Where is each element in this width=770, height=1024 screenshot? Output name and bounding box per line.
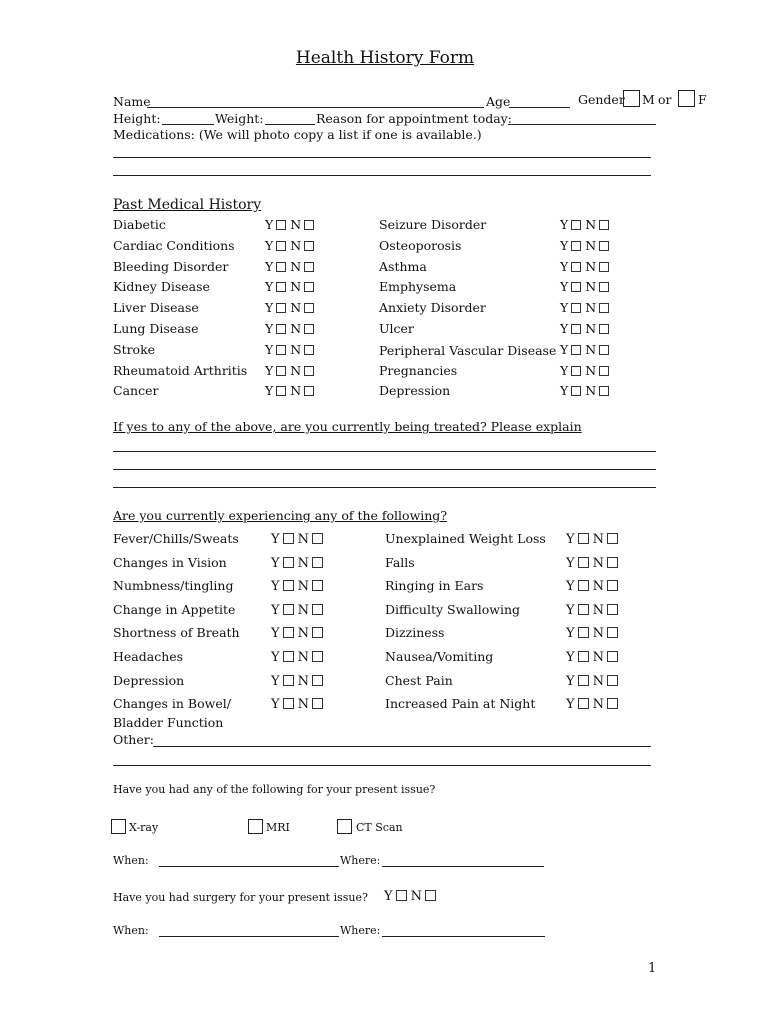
imaging-where-label: Where: xyxy=(340,854,381,867)
condition-label: Bleeding Disorder xyxy=(113,258,229,274)
yes-checkbox[interactable] xyxy=(276,282,286,292)
yes-label: Y xyxy=(271,602,280,618)
yes-checkbox[interactable] xyxy=(283,533,294,544)
condition-label: Anxiety Disorder xyxy=(379,300,486,316)
yes-no-group xyxy=(566,604,622,617)
condition-label: Ulcer xyxy=(379,321,414,336)
no-checkbox[interactable] xyxy=(607,627,618,638)
weight-field[interactable] xyxy=(265,124,315,125)
current-symptoms-title: Are you currently experiencing any of the following? xyxy=(113,508,448,523)
no-checkbox[interactable] xyxy=(607,580,618,591)
past-medical-history-title: Past Medical History xyxy=(113,197,262,213)
yes-label: Y xyxy=(265,321,274,336)
yes-checkbox[interactable] xyxy=(578,557,589,568)
no-checkbox[interactable] xyxy=(304,241,314,251)
condition-label: Chest Pain xyxy=(385,672,453,688)
condition-label: Asthma xyxy=(379,258,427,274)
yes-no-group xyxy=(271,604,327,617)
no-checkbox[interactable] xyxy=(304,303,314,313)
condition-label: Kidney Disease xyxy=(113,279,210,295)
surgery-no-label: N xyxy=(410,889,422,904)
no-checkbox[interactable] xyxy=(599,262,609,272)
yes-checkbox[interactable] xyxy=(283,651,294,662)
yes-no-group xyxy=(265,385,318,398)
surgery-yes-label: Y xyxy=(384,889,393,904)
bladder-function-label: Bladder Function xyxy=(113,715,224,730)
yes-checkbox[interactable] xyxy=(276,345,286,355)
yes-label: Y xyxy=(566,602,575,618)
no-label: N xyxy=(297,626,309,642)
no-label: N xyxy=(592,697,604,713)
yes-label: Y xyxy=(265,383,274,399)
yes-checkbox[interactable] xyxy=(283,580,294,591)
yes-checkbox[interactable] xyxy=(578,698,589,709)
yes-checkbox[interactable] xyxy=(571,324,581,334)
no-checkbox[interactable] xyxy=(304,324,314,334)
condition-label: Pregnancies xyxy=(379,362,458,378)
yes-no-group xyxy=(265,237,318,253)
condition-label: Difficulty Swallowing xyxy=(385,601,520,617)
gender-f-checkbox[interactable] xyxy=(678,90,695,107)
yes-no-group xyxy=(566,651,622,664)
yes-no-group xyxy=(265,302,318,315)
medications-label: Medications: (We will photo copy a list if one is available.) xyxy=(113,127,482,142)
yes-label: Y xyxy=(560,341,569,357)
yes-checkbox[interactable] xyxy=(283,675,294,686)
no-checkbox[interactable] xyxy=(312,580,323,591)
yes-label: Y xyxy=(271,532,280,547)
no-label: N xyxy=(585,258,597,274)
no-checkbox[interactable] xyxy=(312,557,323,568)
yes-label: Y xyxy=(271,555,280,571)
no-label: N xyxy=(585,279,597,295)
yes-checkbox[interactable] xyxy=(571,345,581,355)
no-checkbox[interactable] xyxy=(304,366,314,376)
yes-no-group xyxy=(560,385,613,398)
condition-label: Nausea/Vomiting xyxy=(385,649,494,664)
condition-label: Falls xyxy=(385,554,415,570)
yes-no-group xyxy=(560,323,613,336)
condition-label: Changes in Vision xyxy=(113,554,227,570)
condition-label: Liver Disease xyxy=(113,300,199,316)
yes-checkbox[interactable] xyxy=(276,241,286,251)
condition-label: Lung Disease xyxy=(113,321,199,336)
yes-checkbox[interactable] xyxy=(578,627,589,638)
yes-no-group xyxy=(271,580,327,593)
gender-m-checkbox[interactable] xyxy=(623,90,640,107)
yes-checkbox[interactable] xyxy=(283,604,294,615)
condition-label: Unexplained Weight Loss xyxy=(385,531,546,546)
yes-no-group xyxy=(566,698,622,711)
surgery-yes-checkbox[interactable] xyxy=(396,890,407,901)
condition-label: Peripheral Vascular Disease xyxy=(379,342,557,358)
other-field[interactable] xyxy=(153,746,651,747)
yes-label: Y xyxy=(265,258,274,274)
no-checkbox[interactable] xyxy=(607,651,618,662)
page-number: 1 xyxy=(648,961,657,976)
no-checkbox[interactable] xyxy=(599,241,609,251)
mri-checkbox[interactable] xyxy=(248,819,263,834)
no-label: N xyxy=(592,555,604,571)
yes-no-group xyxy=(566,627,622,640)
treated-explain-line-1[interactable] xyxy=(113,451,656,452)
no-label: N xyxy=(585,341,597,357)
yes-no-group xyxy=(560,237,613,253)
no-label: N xyxy=(290,300,302,316)
imaging-when-label: When: xyxy=(113,854,149,867)
yes-checkbox[interactable] xyxy=(283,557,294,568)
condition-label: Fever/Chills/Sweats xyxy=(113,531,239,546)
yes-checkbox[interactable] xyxy=(283,698,294,709)
yes-checkbox[interactable] xyxy=(276,324,286,334)
yes-no-group xyxy=(271,651,327,664)
yes-checkbox[interactable] xyxy=(578,533,589,544)
no-label: N xyxy=(585,362,597,378)
reason-label: Reason for appointment today: xyxy=(316,111,512,126)
yes-checkbox[interactable] xyxy=(578,604,589,615)
no-checkbox[interactable] xyxy=(607,675,618,686)
no-checkbox[interactable] xyxy=(304,262,314,272)
no-label: N xyxy=(592,650,604,665)
other-line-2[interactable] xyxy=(113,765,651,766)
no-label: N xyxy=(592,602,604,618)
yes-label: Y xyxy=(271,697,280,713)
condition-label: Dizziness xyxy=(385,625,445,641)
no-label: N xyxy=(290,279,302,295)
no-label: N xyxy=(592,626,604,642)
no-checkbox[interactable] xyxy=(304,386,314,396)
yes-checkbox[interactable] xyxy=(578,651,589,662)
height-label: Height: xyxy=(113,111,161,126)
yes-checkbox[interactable] xyxy=(571,241,581,251)
yes-no-group xyxy=(271,698,327,711)
no-label: N xyxy=(585,217,597,232)
surgery-prompt: Have you had surgery for your present issue? xyxy=(113,891,368,904)
name-label: Name xyxy=(113,94,151,109)
no-checkbox[interactable] xyxy=(304,345,314,355)
yes-no-group xyxy=(560,258,613,274)
weight-label: Weight: xyxy=(215,111,264,126)
xray-label: X-ray xyxy=(129,821,159,834)
yes-no-group xyxy=(265,362,318,378)
no-label: N xyxy=(297,673,309,689)
no-label: N xyxy=(297,602,309,618)
no-checkbox[interactable] xyxy=(304,220,314,230)
condition-label: Stroke xyxy=(113,341,156,357)
no-label: N xyxy=(585,321,597,336)
condition-label: Diabetic xyxy=(113,217,166,232)
yes-label: Y xyxy=(265,237,274,253)
no-checkbox[interactable] xyxy=(312,533,323,544)
no-checkbox[interactable] xyxy=(599,366,609,376)
yes-no-group xyxy=(271,557,327,570)
yes-no-group xyxy=(560,281,613,294)
no-label: N xyxy=(585,237,597,253)
no-checkbox[interactable] xyxy=(599,386,609,396)
yes-label: Y xyxy=(566,579,575,595)
surgery-no-checkbox[interactable] xyxy=(425,890,436,901)
yes-no-group xyxy=(265,323,318,336)
name-field[interactable] xyxy=(147,107,484,108)
yes-no-group xyxy=(271,675,327,688)
condition-label: Emphysema xyxy=(379,279,457,295)
yes-checkbox[interactable] xyxy=(571,262,581,272)
condition-label: Depression xyxy=(113,672,185,688)
no-label: N xyxy=(297,579,309,595)
no-checkbox[interactable] xyxy=(599,324,609,334)
yes-no-group xyxy=(265,281,318,294)
yes-label: Y xyxy=(560,321,569,336)
surgery-when-label: When: xyxy=(113,924,149,937)
surgery-when-field[interactable] xyxy=(159,936,339,937)
treated-explain-line-2[interactable] xyxy=(113,469,656,470)
age-field[interactable] xyxy=(509,107,570,108)
yes-label: Y xyxy=(560,217,569,232)
yes-label: Y xyxy=(265,300,274,316)
yes-checkbox[interactable] xyxy=(276,220,286,230)
gender-f-label: F xyxy=(698,92,707,107)
no-label: N xyxy=(297,650,309,665)
yes-no-group xyxy=(566,580,622,593)
condition-label: Cancer xyxy=(113,383,159,399)
age-label: Age xyxy=(486,94,511,109)
no-label: N xyxy=(592,673,604,689)
no-checkbox[interactable] xyxy=(599,345,609,355)
yes-no-group xyxy=(265,341,318,357)
no-checkbox[interactable] xyxy=(312,604,323,615)
condition-label: Change in Appetite xyxy=(113,601,236,617)
ct-scan-label: CT Scan xyxy=(356,821,403,834)
condition-label: Rheumatoid Arthritis xyxy=(113,362,248,378)
other-label: Other: xyxy=(113,732,154,747)
yes-label: Y xyxy=(265,217,274,232)
no-label: N xyxy=(297,697,309,713)
condition-label: Seizure Disorder xyxy=(379,217,487,232)
yes-label: Y xyxy=(265,279,274,295)
no-label: N xyxy=(585,383,597,399)
yes-label: Y xyxy=(566,697,575,713)
yes-label: Y xyxy=(560,383,569,399)
yes-label: Y xyxy=(566,650,575,665)
yes-no-group xyxy=(566,533,622,546)
no-checkbox[interactable] xyxy=(607,557,618,568)
mri-label: MRI xyxy=(266,821,290,834)
yes-label: Y xyxy=(560,237,569,253)
no-label: N xyxy=(592,579,604,595)
medications-line-1[interactable] xyxy=(113,157,651,158)
no-label: N xyxy=(290,362,302,378)
condition-label: Changes in Bowel/ xyxy=(113,696,231,712)
no-checkbox[interactable] xyxy=(304,282,314,292)
yes-no-group xyxy=(560,219,613,232)
no-label: N xyxy=(592,532,604,547)
yes-label: Y xyxy=(265,362,274,378)
no-checkbox[interactable] xyxy=(599,303,609,313)
no-checkbox[interactable] xyxy=(312,627,323,638)
gender-or-label: or xyxy=(658,92,672,107)
treated-prompt: If yes to any of the above, are you currently being treated? Please explain xyxy=(113,419,582,434)
medications-line-2[interactable] xyxy=(113,175,651,176)
gender-label: Gender xyxy=(578,92,625,107)
yes-label: Y xyxy=(271,579,280,595)
yes-checkbox[interactable] xyxy=(571,282,581,292)
yes-label: Y xyxy=(560,300,569,316)
yes-no-group xyxy=(560,341,613,357)
no-checkbox[interactable] xyxy=(312,651,323,662)
yes-label: Y xyxy=(560,279,569,295)
yes-label: Y xyxy=(560,362,569,378)
yes-label: Y xyxy=(560,258,569,274)
imaging-when-field[interactable] xyxy=(159,866,339,867)
no-label: N xyxy=(290,217,302,232)
surgery-yn xyxy=(384,890,440,903)
no-checkbox[interactable] xyxy=(607,698,618,709)
condition-label: Shortness of Breath xyxy=(113,625,240,641)
yes-checkbox[interactable] xyxy=(571,386,581,396)
surgery-where-label: Where: xyxy=(340,924,381,937)
yes-no-group xyxy=(265,219,318,232)
yes-label: Y xyxy=(265,341,274,357)
yes-no-group xyxy=(566,675,622,688)
yes-label: Y xyxy=(271,673,280,689)
yes-checkbox[interactable] xyxy=(578,675,589,686)
condition-label: Depression xyxy=(379,383,451,399)
yes-label: Y xyxy=(566,626,575,642)
yes-checkbox[interactable] xyxy=(276,386,286,396)
yes-checkbox[interactable] xyxy=(571,220,581,230)
yes-checkbox[interactable] xyxy=(276,303,286,313)
treated-explain-line-3[interactable] xyxy=(113,487,656,488)
no-label: N xyxy=(290,321,302,336)
no-checkbox[interactable] xyxy=(599,220,609,230)
no-label: N xyxy=(297,532,309,547)
yes-label: Y xyxy=(566,673,575,689)
no-label: N xyxy=(290,341,302,357)
condition-label: Cardiac Conditions xyxy=(113,237,235,253)
yes-no-group xyxy=(560,362,613,378)
condition-label: Numbness/tingling xyxy=(113,578,234,594)
no-label: N xyxy=(290,383,302,399)
yes-label: Y xyxy=(271,626,280,642)
yes-checkbox[interactable] xyxy=(276,262,286,272)
imaging-where-field[interactable] xyxy=(382,866,544,867)
no-label: N xyxy=(290,237,302,253)
condition-label: Increased Pain at Night xyxy=(385,696,536,712)
no-checkbox[interactable] xyxy=(312,675,323,686)
no-checkbox[interactable] xyxy=(607,533,618,544)
yes-checkbox[interactable] xyxy=(571,303,581,313)
no-checkbox[interactable] xyxy=(312,698,323,709)
yes-no-group xyxy=(265,258,318,274)
ct-scan-checkbox[interactable] xyxy=(337,819,352,834)
condition-label: Ringing in Ears xyxy=(385,578,484,594)
yes-checkbox[interactable] xyxy=(578,580,589,591)
yes-no-group xyxy=(271,627,327,640)
xray-checkbox[interactable] xyxy=(111,819,126,834)
height-field[interactable] xyxy=(162,124,214,125)
no-checkbox[interactable] xyxy=(599,282,609,292)
no-checkbox[interactable] xyxy=(607,604,618,615)
surgery-where-field[interactable] xyxy=(382,936,545,937)
yes-no-group xyxy=(560,302,613,315)
no-label: N xyxy=(297,555,309,571)
condition-label: Headaches xyxy=(113,649,184,664)
yes-label: Y xyxy=(271,650,280,665)
yes-checkbox[interactable] xyxy=(571,366,581,376)
gender-m-label: M xyxy=(642,92,655,107)
condition-label: Osteoporosis xyxy=(379,237,462,253)
no-label: N xyxy=(290,258,302,274)
yes-checkbox[interactable] xyxy=(283,627,294,638)
yes-label: Y xyxy=(566,532,575,547)
yes-checkbox[interactable] xyxy=(276,366,286,376)
reason-field[interactable] xyxy=(508,124,656,125)
form-title: Health History Form xyxy=(295,48,475,68)
yes-label: Y xyxy=(566,555,575,571)
yes-no-group xyxy=(566,557,622,570)
yes-no-group xyxy=(271,533,327,546)
no-label: N xyxy=(585,300,597,316)
imaging-prompt: Have you had any of the following for your present issue? xyxy=(113,783,436,796)
